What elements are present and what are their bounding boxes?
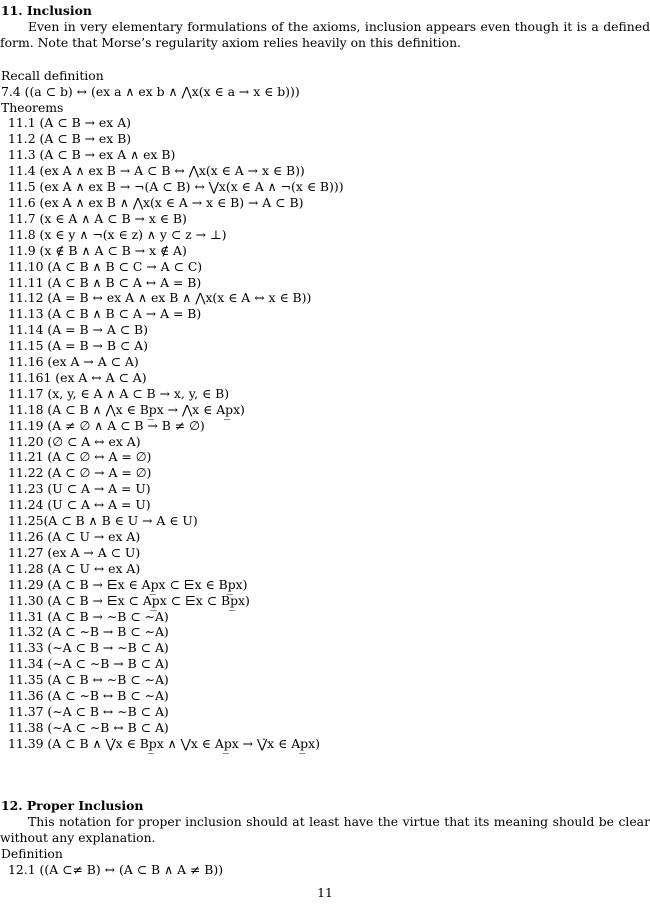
theorem-item: 11.28 (A ⊂ U ↔ ex A): [8, 560, 141, 576]
theorem-item: 11.3 (A ⊂ B → ex A ∧ ex B): [8, 147, 176, 163]
theorem-item: 11.18 (A ⊂ B ∧ ⋀x ∈ Bp̲x → ⋀x ∈ Ap̲x): [8, 401, 245, 417]
theorem-item: 11.15 (A = B → B ⊂ A): [8, 338, 148, 354]
theorem-item: 11.12 (A = B ↔ ex A ∧ ex B ∧ ⋀x(x ∈ A ↔ x ∈ B)): [8, 290, 312, 306]
theorem-item: 11.5 (ex A ∧ ex B → ¬(A ⊂ B) ↔ ⋁x(x ∈ A ∧ ¬(x ∈ B))): [8, 179, 344, 195]
theorem-item: 11.38 (∼A ⊂ ∼B ↔ B ⊂ A): [8, 719, 169, 735]
theorem-item: 11.25(A ⊂ B ∧ B ∈ U → A ∈ U): [8, 513, 198, 529]
theorem-item: 11.21 (A ⊂ ∅ ↔ A = ∅): [8, 449, 152, 465]
section-intro-paragraph: This notation for proper inclusion should at least have the virtue that its meaning should be clear without any explanation.: [0, 813, 650, 845]
theorem-item: 11.32 (A ⊂ ∼B → B ⊂ ∼A): [8, 624, 169, 640]
theorem-item: 11.30 (A ⊂ B → ⋿x ⊂ Ap̲x ⊂ ⋿x ⊂ Bp̲x): [8, 592, 250, 608]
theorem-item: 11.13 (A ⊂ B ∧ B ⊂ A → A = B): [8, 306, 202, 322]
theorem-item: 11.10 (A ⊂ B ∧ B ⊂ C → A ⊂ C): [8, 258, 203, 274]
theorem-item: 11.17 (x, y, ∈ A ∧ A ⊂ B → x, y, ∈ B): [8, 385, 230, 401]
theorem-item: 11.1 (A ⊂ B → ex A): [8, 115, 131, 131]
theorem-item: 11.26 (A ⊂ U → ex A): [8, 529, 141, 544]
theorem-item: 11.161 (ex A ↔ A ⊂ A): [8, 369, 147, 385]
recall-definition-formula: 7.4 ((a ⊂ b) ↔ (ex a ∧ ex b ∧ ⋀x(x ∈ a → x ∈ b))): [1, 83, 300, 99]
theorem-item: 11.24 (U ⊂ A ↔ A = U): [8, 497, 151, 513]
section-12: [0, 798, 650, 878]
theorem-item: 11.14 (A = B → A ⊂ B): [8, 322, 148, 338]
theorem-item: 11.33 (∼A ⊂ B → ∼B ⊂ A): [8, 640, 169, 656]
theorem-item: 11.16 (ex A → A ⊂ A): [8, 354, 139, 370]
theorem-item: 11.27 (ex A → A ⊂ U): [8, 544, 141, 560]
theorem-item: 11.22 (A ⊂ ∅ → A = ∅): [8, 465, 152, 481]
section-heading: 11. Inclusion: [1, 3, 92, 18]
section-intro-paragraph: Even in very elementary formulations of the axioms, inclusion appears even though it is a defined form. Note that Morse’s regularity axiom relies heavily on this definition.: [0, 18, 650, 50]
section-heading: 12. Proper Inclusion: [1, 798, 144, 813]
definition-formula: 12.1 ((A ⊂≠ B) ↔ (A ⊂ B ∧ A ≠ B)): [8, 861, 224, 877]
theorem-item: 11.39 (A ⊂ B ∧ ⋁̇x ∈ Bp̲x ∧ ⋁x ∈ Ap̲x → ⋁̇x ∈ Ap̲x): [8, 735, 320, 751]
theorem-item: 11.34 (∼A ⊂ ∼B → B ⊂ A): [8, 656, 169, 672]
theorem-item: 11.36 (A ⊂ ∼B ↔ B ⊂ ∼A): [8, 688, 169, 704]
page-number: 11: [317, 885, 333, 900]
theorems-label: Theorems: [1, 99, 64, 115]
theorem-item: 11.29 (A ⊂ B → ⋿x ∈ Ap̲x ⊂ ⋿x ∈ Bp̲x): [8, 576, 248, 592]
theorem-item: 11.9 (x ∉ B ∧ A ⊂ B → x ∉ A): [8, 242, 187, 258]
recall-definition-label: Recall definition: [1, 67, 104, 83]
spacer: [0, 51, 650, 68]
theorem-item: 11.31 (A ⊂ B → ∼B ⊂ ∼A): [8, 608, 169, 624]
theorem-item: 11.19 (A ≠ ∅ ∧ A ⊂ B → B ≠ ∅): [8, 417, 205, 433]
theorem-item: 11.35 (A ⊂ B ↔ ∼B ⊂ ∼A): [8, 672, 169, 688]
definition-label: Definition: [1, 845, 63, 861]
theorem-item: 11.23 (U ⊂ A → A = U): [8, 481, 151, 497]
theorem-item: 11.20 (∅ ⊂ A ↔ ex A): [8, 433, 141, 449]
theorem-item: 11.4 (ex A ∧ ex B → A ⊂ B ↔ ⋀x(x ∈ A → x ∈ B)): [8, 163, 305, 179]
theorem-item: 11.2 (A ⊂ B → ex B): [8, 131, 132, 147]
theorem-item: 11.11 (A ⊂ B ∧ B ⊂ A ↔ A = B): [8, 274, 202, 290]
section-11: [0, 3, 650, 752]
theorem-item: 11.6 (ex A ∧ ex B ∧ ⋀x(x ∈ A → x ∈ B) → A ⊂ B): [8, 194, 304, 210]
theorem-item: 11.8 (x ∈ y ∧ ¬(x ∈ z) ∧ y ⊂ z → ⊥): [8, 226, 227, 242]
theorem-item: 11.37 (∼A ⊂ B ↔ ∼B ⊂ A): [8, 703, 169, 719]
theorem-list: [0, 115, 650, 751]
theorem-item: 11.7 (x ∈ A ∧ A ⊂ B → x ∈ B): [8, 210, 187, 226]
